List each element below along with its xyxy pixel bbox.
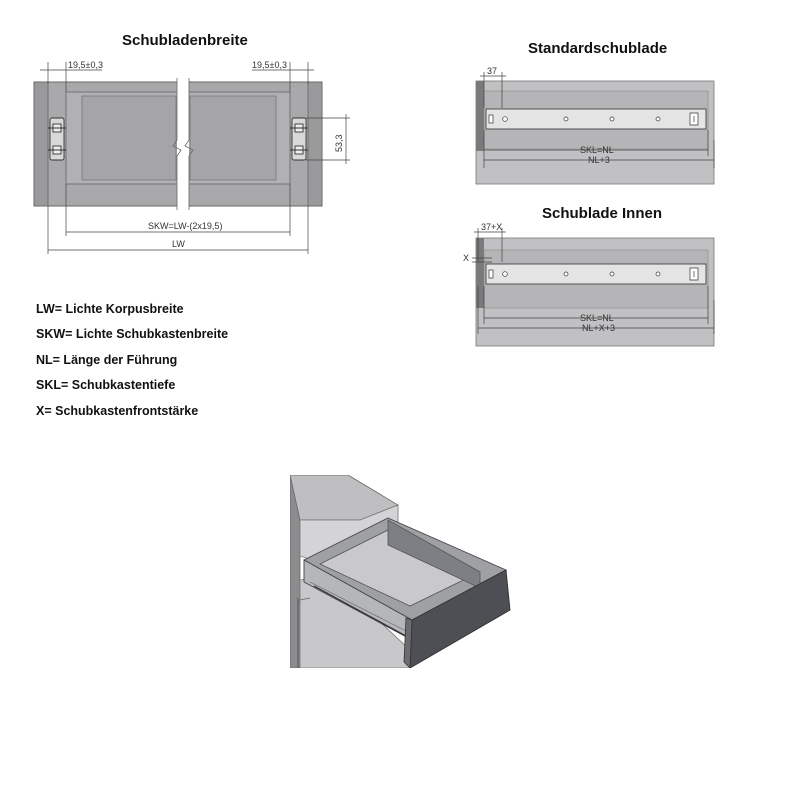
- title-schublade-innen: Schublade Innen: [542, 205, 663, 222]
- dim-gap-left: 19,5±0,3: [68, 60, 103, 70]
- right-runner: [290, 118, 308, 160]
- inner-front: [476, 238, 484, 308]
- dim-height: 53,3: [334, 134, 344, 152]
- inner-dim-37x: 37+X: [481, 222, 503, 232]
- drawer-3d-illustration: [290, 475, 510, 668]
- legend-skl: SKL= Schubkastentiefe: [36, 378, 176, 392]
- dim-lw: LW: [172, 239, 185, 249]
- break-gap: [177, 78, 189, 210]
- standard-rail: [486, 109, 706, 129]
- standard-front: [476, 81, 484, 151]
- legend-skw: SKW= Lichte Schubkastenbreite: [36, 327, 229, 341]
- legend-x: X= Schubkastenfrontstärke: [36, 404, 199, 418]
- standard-dim-skl: SKL=NL: [580, 145, 614, 155]
- legend-nl: NL= Länge der Führung: [36, 353, 178, 367]
- left-runner: [48, 118, 66, 160]
- right-side-panel: [308, 82, 322, 206]
- inner-dim-x: X: [463, 253, 470, 263]
- drawer-inner-left: [82, 96, 176, 180]
- drawer-inner-right: [190, 96, 276, 180]
- title-schubladenbreite: Schubladenbreite: [122, 32, 248, 49]
- left-side-panel: [34, 82, 48, 206]
- inner-rail: [486, 264, 706, 284]
- legend-lw: LW= Lichte Korpusbreite: [36, 302, 184, 316]
- standard-dim-37: 37: [487, 66, 498, 76]
- title-standardschublade: Standardschublade: [528, 40, 668, 57]
- inner-dim-nl: NL+X+3: [582, 323, 616, 333]
- inner-dim-skl: SKL=NL: [580, 313, 614, 323]
- standard-dim-nl: NL+3: [588, 155, 610, 165]
- dim-gap-right: 19,5±0,3: [252, 60, 287, 70]
- dim-skw: SKW=LW-(2x19,5): [148, 221, 223, 231]
